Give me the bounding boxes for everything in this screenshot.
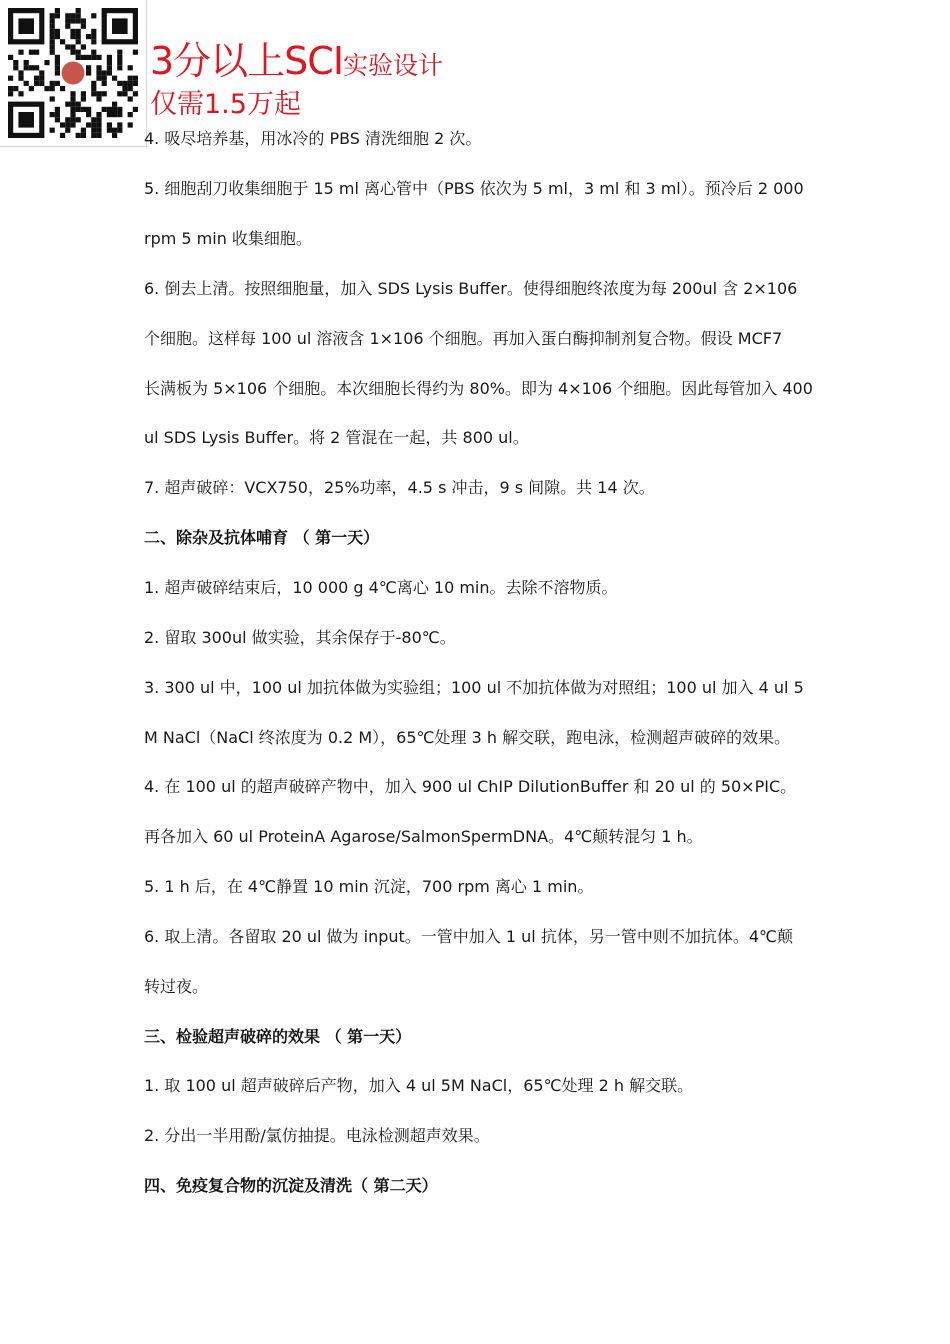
- step-line: 1. 取 100 ul 超声破碎后产物，加入 4 ul 5M NaCl，65℃处理 2 h 解交联。: [144, 1076, 694, 1095]
- ad-price: 仅需1.5万起: [150, 89, 301, 120]
- step-line: 2. 留取 300ul 做实验，其余保存于-80℃。: [144, 628, 456, 647]
- section-heading: 三、检验超声破碎的效果 （ 第一天）: [144, 1027, 412, 1046]
- step-line: ul SDS Lysis Buffer。将 2 管混在一起，共 800 ul。: [144, 428, 529, 447]
- step-line: 4. 在 100 ul 的超声破碎产物中，加入 900 ul ChIP DilutionBuffer 和 20 ul 的 50×PIC。: [144, 777, 797, 796]
- step-line: 5. 1 h 后，在 4℃静置 10 min 沉淀，700 rpm 离心 1 min。: [144, 877, 594, 896]
- section-heading: 二、除杂及抗体哺育 （ 第一天）: [144, 528, 380, 547]
- step-line: M NaCl（NaCl 终浓度为 0.2 M），65℃处理 3 h 解交联，跑电泳，检测超声破碎的效果。: [144, 728, 791, 747]
- step-line: 2. 分出一半用酚/氯仿抽提。电泳检测超声效果。: [144, 1126, 490, 1145]
- step-line: 个细胞。这样每 100 ul 溶液含 1×106 个细胞。再加入蛋白酶抑制剂复合物。假设 MCF7: [144, 329, 783, 348]
- step-line: 4. 吸尽培养基，用冰冷的 PBS 清洗细胞 2 次。: [144, 129, 482, 148]
- step-line: 6. 取上清。各留取 20 ul 做为 input。一管中加入 1 ul 抗体，另一管中则不加抗体。4℃颠: [144, 927, 793, 946]
- step-line: 1. 超声破碎结束后，10 000 g 4℃离心 10 min。去除不溶物质。: [144, 578, 618, 597]
- section-heading: 四、免疫复合物的沉淀及清洗（ 第二天）: [144, 1176, 438, 1195]
- step-line: 长满板为 5×106 个细胞。本次细胞长得约为 80%。即为 4×106 个细胞。因此每管加入 400: [144, 379, 813, 398]
- step-line: 6. 倒去上清。按照细胞量，加入 SDS Lysis Buffer。使得细胞终浓度为每 200ul 含 2×106: [144, 279, 798, 298]
- step-line: 3. 300 ul 中，100 ul 加抗体做为实验组；100 ul 不加抗体做为对照组；100 ul 加入 4 ul 5: [144, 678, 804, 697]
- ad-headline-main: 3分以上SCI: [150, 39, 344, 83]
- step-line: rpm 5 min 收集细胞。: [144, 229, 312, 248]
- ad-headline-sub: 实验设计: [343, 51, 444, 80]
- step-line: 5. 细胞刮刀收集细胞于 15 ml 离心管中（PBS 依次为 5 ml，3 ml 和 3 ml）。预冷后 2 000: [144, 179, 804, 198]
- step-line: 7. 超声破碎：VCX750，25%功率，4.5 s 冲击，9 s 间隙。共 14 次。: [144, 478, 655, 497]
- step-line: 转过夜。: [144, 977, 209, 996]
- step-line: 再各加入 60 ul ProteinA Agarose/SalmonSpermDNA。4℃颠转混匀 1 h。: [144, 827, 703, 846]
